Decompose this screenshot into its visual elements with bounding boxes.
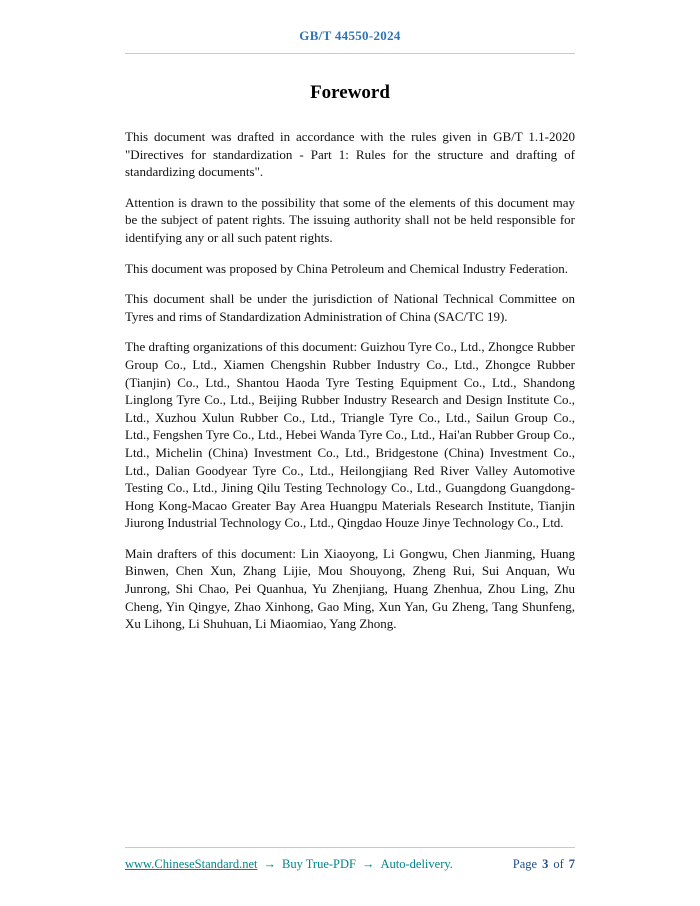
paragraph-drafting-organizations: The drafting organizations of this document: Guizhou Tyre Co., Ltd., Zhongce Rubber Group Co., Ltd., Xiamen Chengshin Rubber Industry Co., Ltd., Zhongce Rubber (Tianjin) Co., Ltd., Shantou Haoda Tyre Testing Equipment Co., Ltd., Shandong Linglong Tyre Co., Ltd., Beijing Rubber Industry Research and Design Institute Co., Ltd., Xuzhou Xulun Rubber Co., Ltd., Triangle Tyre Co., Ltd., Sailun Group Co., Ltd., Fengshen Tyre Co., Ltd., Hebei Wanda Tyre Co., Ltd., Hai'an Rubber Group Co., Ltd., Michelin (China) Investment Co., Ltd., Bridgestone (China) Investment Co., Ltd., Dalian Goodyear Tyre Co., Ltd., Heilongjiang Red River Valley Automotive Testing Co., Ltd., Jining Qilu Testing Technology Co., Ltd., Guangdong Guangdong-Hong Kong-Macao Greater Bay Area Huangpu Materials Research Institute, Tianjin Jiurong Industrial Technology Co., Ltd., Qingdao Houze Jinye Technology Co., Ltd. [125,339,575,531]
page-footer [0,838,700,872]
website-link[interactable]: www.ChineseStandard.net [125,857,258,871]
current-page-number: 3 [542,857,549,871]
paragraph-jurisdiction: This document shall be under the jurisdiction of National Technical Committee on Tyres and rims of Standardization Administration of China (SAC/TC 19). [125,291,575,324]
page-word: Page [512,857,538,871]
page-header [0,0,700,54]
of-word: of [553,857,564,871]
page-indicator [513,857,575,872]
auto-delivery-label: Auto-delivery. [380,857,453,871]
paragraph-proposed-by: This document was proposed by China Petroleum and Chemical Industry Federation. [125,260,568,276]
buy-true-pdf-label: Buy True-PDF [282,857,356,871]
page-title: Foreword [310,82,390,103]
paragraph-drafting-rules: This document was drafted in accordance with the rules given in GB/T 1.1-2020 "Directives for standardization - Part 1: Rules for the structure and drafting of standardizing documents". [125,129,575,180]
footer-promo [125,857,453,872]
standard-number: GB/T 44550-2024 [299,28,401,43]
paragraph-main-drafters: Main drafters of this document: Lin Xiaoyong, Li Gongwu, Chen Jianming, Huang Binwen, Chen Xun, Zhang Lijie, Mou Shouyong, Zheng Rui, Sui Anquan, Wu Junrong, Shi Chao, Pei Quanhua, Yu Zhenjiang, Huang Zhenhua, Zhou Ling, Zhu Cheng, Yin Qingye, Zhao Xinhong, Gao Ming, Xun Yan, Gu Zheng, Tang Shunfeng, Xu Lihong, Li Shuhuan, Li Miaomiao, Yang Zhong. [125,545,575,632]
paragraph-patent-notice: Attention is drawn to the possibility that some of the elements of this document may be the subject of patent rights. The issuing authority shall not be held responsible for identifying any or all such patent rights. [125,194,575,245]
arrow-icon: → [362,857,375,871]
footer-rule [125,847,575,848]
arrow-icon: → [263,857,276,871]
total-page-number: 7 [568,857,575,871]
footer-row [0,857,700,872]
document-body [0,54,700,633]
